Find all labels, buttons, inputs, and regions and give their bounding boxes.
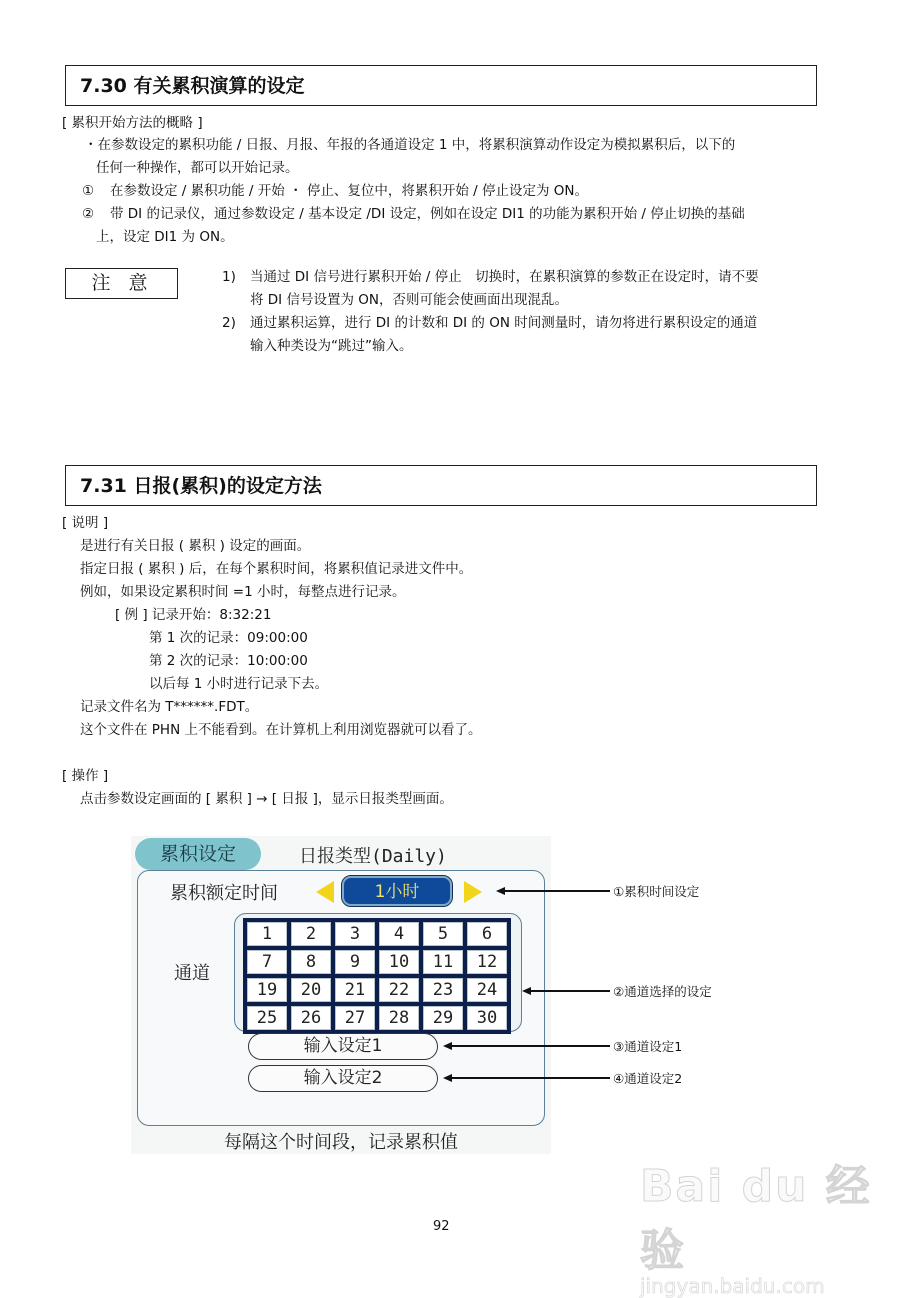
channel-button[interactable]: 5 (423, 922, 463, 946)
desc-line-3: 例如，如果设定累积时间 =1 小时，每整点进行记录。 (80, 584, 406, 600)
channel-button[interactable]: 22 (379, 978, 419, 1002)
time-label: 累积额定时间 (170, 883, 278, 904)
baidu-paw-logo-icon: Bai du 经验 (640, 1161, 872, 1276)
channel-button[interactable]: 21 (335, 978, 375, 1002)
watermark-url: jingyan.baidu.com (640, 1274, 825, 1298)
item-2-marker: ② (82, 206, 95, 222)
bullet-line-2: 任何一种操作，都可以开始记录。 (96, 160, 299, 176)
channel-button[interactable]: 6 (467, 922, 507, 946)
screen-caption: 每隔这个时间段，记录累积值 (224, 1132, 458, 1153)
section-title-7-31: 7.31 日报(累积)的设定方法 (65, 465, 817, 506)
note-1-marker: 1) (222, 269, 236, 285)
channel-button[interactable]: 8 (291, 950, 331, 974)
channel-button[interactable]: 23 (423, 978, 463, 1002)
channel-button[interactable]: 29 (423, 1006, 463, 1030)
desc-line-2: 指定日报 ( 累积 ) 后，在每个累积时间，将累积值记录进文件中。 (80, 561, 473, 577)
file-line-2: 这个文件在 PHN 上不能看到。在计算机上利用浏览器就可以看了。 (80, 722, 482, 738)
subheading-operation: [ 操作 ] (62, 768, 109, 784)
page-number: 92 (433, 1219, 450, 1234)
channel-button[interactable]: 2 (291, 922, 331, 946)
item-1-marker: ① (82, 183, 95, 199)
callout-input-setting-2: ④通道设定2 (613, 1071, 683, 1086)
desc-line-1: 是进行有关日报 ( 累积 ) 设定的画面。 (80, 538, 311, 554)
callout-line (530, 990, 610, 992)
callout-channel-select: ②通道选择的设定 (613, 984, 712, 999)
daily-settings-screen (131, 836, 551, 1154)
channel-button[interactable]: 7 (247, 950, 287, 974)
input-setting-2-button[interactable]: 输入设定2 (248, 1065, 438, 1092)
channel-button[interactable]: 28 (379, 1006, 419, 1030)
operation-line: 点击参数设定画面的 [ 累积 ] → [ 日报 ]，显示日报类型画面。 (80, 791, 453, 807)
channel-grid-frame (234, 913, 522, 1032)
baidu-watermark (640, 1150, 905, 1298)
channel-label: 通道 (174, 963, 210, 984)
example-line-3: 以后每 1 小时进行记录下去。 (149, 676, 329, 692)
example-line-2: 第 2 次的记录：10:00:00 (149, 653, 308, 669)
callout-line (451, 1045, 610, 1047)
item-2-line-1: 带 DI 的记录仪，通过参数设定 / 基本设定 /DI 设定，例如在设定 DI1 的功能为累积开始 / 停止切换的基础 (110, 206, 745, 222)
file-line-1: 记录文件名为 T******.FDT。 (80, 699, 259, 715)
bullet-line-1: ・在参数设定的累积功能 / 日报、月报、年报的各通道设定 1 中，将累积演算动作设定为模拟累积后，以下的 (84, 137, 736, 153)
note-1-line-1: 当通过 DI 信号进行累积开始 / 停止 切换时，在累积演算的参数正在设定时，请不要 (250, 269, 759, 285)
time-value-button[interactable]: 1小时 (342, 876, 452, 906)
decrease-arrow-icon[interactable] (316, 881, 334, 903)
channel-button[interactable]: 10 (379, 950, 419, 974)
channel-button[interactable]: 9 (335, 950, 375, 974)
channel-grid (243, 918, 511, 1034)
callout-input-setting-1: ③通道设定1 (613, 1039, 683, 1054)
channel-button[interactable]: 30 (467, 1006, 507, 1030)
note-2-marker: 2) (222, 315, 236, 331)
channel-button[interactable]: 19 (247, 978, 287, 1002)
note-label-box: 注意 (65, 268, 178, 299)
note-2-line-2: 输入种类设为“跳过”输入。 (250, 338, 413, 354)
section-title-7-30: 7.30 有关累积演算的设定 (65, 65, 817, 106)
channel-button[interactable]: 24 (467, 978, 507, 1002)
accumulation-settings-tab[interactable]: 累积设定 (135, 838, 261, 870)
callout-line (504, 890, 610, 892)
example-label: [ 例 ] 记录开始：8:32:21 (115, 607, 272, 623)
channel-button[interactable]: 27 (335, 1006, 375, 1030)
increase-arrow-icon[interactable] (464, 881, 482, 903)
item-2-line-2: 上，设定 DI1 为 ON。 (96, 229, 234, 245)
channel-button[interactable]: 11 (423, 950, 463, 974)
channel-button[interactable]: 20 (291, 978, 331, 1002)
callout-time-setting: ①累积时间设定 (613, 884, 700, 899)
channel-button[interactable]: 1 (247, 922, 287, 946)
channel-button[interactable]: 12 (467, 950, 507, 974)
channel-button[interactable]: 3 (335, 922, 375, 946)
subheading-description: [ 说明 ] (62, 515, 109, 531)
channel-button[interactable]: 4 (379, 922, 419, 946)
input-setting-1-button[interactable]: 输入设定1 (248, 1033, 438, 1060)
callout-line (451, 1077, 610, 1079)
screen-title: 日报类型(Daily) (299, 846, 447, 867)
settings-panel (137, 870, 545, 1126)
subheading-accumulation-start: [ 累积开始方法的概略 ] (62, 115, 203, 131)
channel-button[interactable]: 25 (247, 1006, 287, 1030)
item-1-text: 在参数设定 / 累积功能 / 开始 ・ 停止、复位中，将累积开始 / 停止设定为 ON。 (110, 183, 588, 199)
channel-button[interactable]: 26 (291, 1006, 331, 1030)
note-1-line-2: 将 DI 信号设置为 ON，否则可能会使画面出现混乱。 (250, 292, 568, 308)
example-line-1: 第 1 次的记录：09:00:00 (149, 630, 308, 646)
note-2-line-1: 通过累积运算，进行 DI 的计数和 DI 的 ON 时间测量时，请勿将进行累积设定的通道 (250, 315, 758, 331)
